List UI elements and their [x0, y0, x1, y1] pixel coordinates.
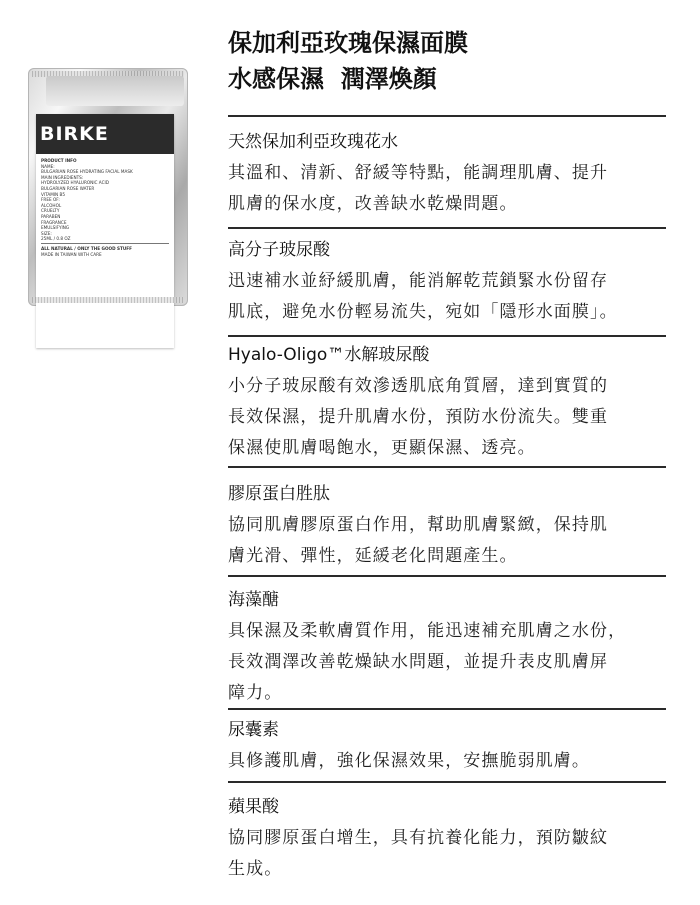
body-line: 障力。 — [228, 683, 283, 703]
label-line: NAME: — [41, 163, 55, 169]
section-hyalo-oligo — [228, 343, 673, 464]
label-line: FRAGRANCE — [41, 219, 67, 225]
section-divider — [228, 466, 666, 468]
product-sachet-image — [28, 68, 188, 306]
section-heading: 天然保加利亞玫瑰花水 — [228, 132, 398, 152]
brand-logo: BIRKE — [40, 123, 109, 145]
section-trehalose — [228, 588, 673, 709]
body-line: 其溫和、清新、舒緩等特點，能調理肌膚、提升 — [228, 163, 609, 183]
section-divider — [228, 781, 666, 783]
label-line: MADE IN TAIWAN WITH CARE — [41, 251, 102, 257]
body-line: 生成。 — [228, 859, 283, 879]
label-line: MAIN INGREDIENTS: — [41, 174, 84, 180]
section-body — [228, 746, 673, 777]
label-line: 25ML / 0.8 OZ — [41, 236, 71, 242]
label-text-block — [36, 154, 174, 261]
body-line: 具修護肌膚，強化保濕效果，安撫脆弱肌膚。 — [228, 751, 590, 771]
section-heading: 尿囊素 — [228, 720, 279, 740]
label-line: EMULSIFYING — [41, 225, 70, 231]
body-line: 肌底，避免水份輕易流失，宛如「隱形水面膜」。 — [228, 302, 618, 322]
section-heading: 膠原蛋白胜肽 — [228, 484, 330, 504]
body-line: 小分子玻尿酸有效滲透肌底角質層，達到實質的 — [228, 376, 609, 396]
sachet-foil-top — [46, 76, 184, 106]
body-line: 具保濕及柔軟膚質作用，能迅速補充肌膚之水份， — [228, 621, 627, 641]
section-collagen-peptide — [228, 482, 673, 572]
label-rule — [41, 243, 169, 244]
label-line: VITAMIN B5 — [41, 191, 66, 197]
label-line: PRODUCT INFO — [41, 158, 77, 163]
section-divider — [228, 708, 666, 710]
body-line: 長效潤澤改善乾燥缺水問題，並提升表皮肌膚屏 — [228, 652, 609, 672]
body-line: 肌膚的保水度，改善缺水乾燥問題。 — [228, 194, 518, 214]
body-line: 膚光滑、彈性，延緩老化問題產生。 — [228, 546, 518, 566]
body-line: 長效保濕，提升肌膚水份，預防水份流失。雙重 — [228, 407, 609, 427]
section-body — [228, 266, 673, 328]
label-line: ALCOHOL — [41, 202, 62, 208]
section-rose-water — [228, 130, 673, 220]
section-heading: 高分子玻尿酸 — [228, 240, 330, 260]
title-line-1: 保加利亞玫瑰保濕面膜 — [228, 29, 468, 57]
label-line: FREE OF: — [41, 197, 60, 203]
section-malic-acid — [228, 795, 673, 885]
label-line: HYDROLYZED HYALURONIC ACID — [41, 180, 109, 186]
section-heading: Hyalo-Oligo™水解玻尿酸 — [228, 345, 430, 365]
body-line: 協同肌膚膠原蛋白作用，幫助肌膚緊緻，保持肌 — [228, 515, 609, 535]
brand-bar — [36, 114, 174, 154]
sachet-label — [36, 114, 174, 348]
section-hyaluronic-acid — [228, 238, 673, 328]
label-line: BULGARIAN ROSE WATER — [41, 185, 95, 191]
label-line: CRUELTY — [41, 208, 60, 214]
title-line-2: 水感保濕 潤澤煥顏 — [228, 65, 437, 93]
section-divider — [228, 335, 666, 337]
label-line: PARABEN — [41, 213, 61, 219]
body-line: 保濕使肌膚喝飽水，更顯保濕、透亮。 — [228, 438, 536, 458]
section-body — [228, 158, 673, 220]
section-divider — [228, 115, 666, 117]
body-line: 協同膠原蛋白增生，具有抗養化能力，預防皺紋 — [228, 828, 609, 848]
section-allantoin — [228, 718, 673, 777]
body-line: 迅速補水並紓緩肌膚，能消解乾荒鎖緊水份留存 — [228, 271, 609, 291]
label-line: BULGARIAN ROSE HYDRATING FACIAL MASK — [41, 169, 133, 175]
sachet-crimp-bottom — [32, 297, 184, 303]
label-line: SIZE: — [41, 230, 52, 236]
section-heading: 海藻醣 — [228, 590, 279, 610]
section-divider — [228, 575, 666, 577]
section-body — [228, 371, 673, 464]
section-body — [228, 823, 673, 885]
section-body — [228, 616, 673, 709]
section-heading: 蘋果酸 — [228, 797, 279, 817]
page-title — [228, 25, 468, 97]
label-line: ALL NATURAL / ONLY THE GOOD STUFF — [41, 245, 133, 251]
section-body — [228, 510, 673, 572]
section-divider — [228, 227, 666, 229]
